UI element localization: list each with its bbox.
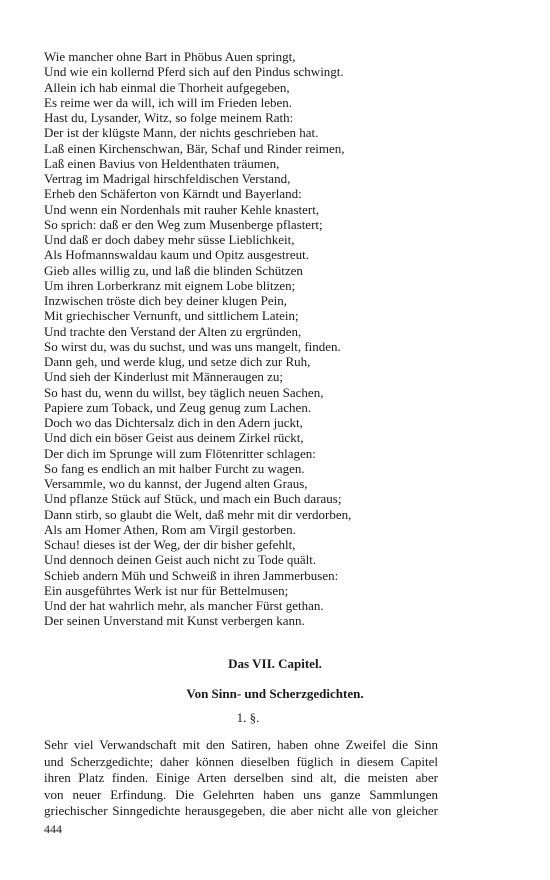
page-number: 444	[44, 822, 62, 836]
poem-line: Ein ausgeführtes Werk ist nur für Bettelmusen;	[44, 582, 289, 598]
poem-line: Versammle, wo du kannst, der Jugend alten Graus,	[44, 476, 308, 491]
poem-line: Der dich im Sprunge will zum Flötenritter schlagen:	[44, 445, 316, 461]
poem-line: Dann geh, und werde klug, und setze dich zur Ruh,	[44, 354, 311, 369]
poem-line: Schieb andern Müh und Schweiß in ihren Jammerbusen:	[44, 567, 339, 583]
poem-line: Wie mancher ohne Bart in Phöbus Auen springt,	[44, 49, 296, 64]
poem-line: Dann stirb, so glaubt die Welt, daß mehr mit dir verdorben,	[44, 506, 352, 522]
poem-line: So fang es endlich an mit halber Furcht zu wagen.	[44, 460, 305, 476]
poem-line: Gieb alles willig zu, und laß die blinden Schützen	[44, 262, 303, 278]
poem-line: Vertrag im Madrigal hirschfeldischen Verstand,	[44, 171, 291, 186]
prose-line: von neuer Erfindung. Die Gelehrten haben uns ganze Sammlungen	[44, 786, 438, 802]
poem-line: Doch wo das Dichtersalz dich in den Adern juckt,	[44, 415, 303, 430]
chapter-subtitle: Von Sinn- und Scherzgedichten.	[186, 686, 364, 701]
poem-line: So hast du, wenn du willst, bey täglich neuen Sachen,	[44, 384, 324, 400]
poem-line: Als Hofmannswaldau kaum und Opitz ausgestreut.	[44, 247, 310, 263]
poem-block	[44, 49, 464, 629]
poem-line: Als am Homer Athen, Rom am Virgil gestorben.	[44, 521, 296, 537]
poem-line: Um ihren Lorberkranz mit eignem Lobe blitzen;	[44, 277, 296, 293]
section-number: 1. §.	[236, 710, 260, 725]
prose-line: ihren Platz finden. Einige Arten derselben sind alt, die meisten aber	[44, 770, 438, 785]
poem-line: Laß einen Bavius von Heldenthaten träumen,	[44, 155, 280, 171]
poem-line: Und wenn ein Nordenhals mit rauher Kehle knastert,	[44, 201, 320, 217]
poem-line: Erheb den Schäferton von Kärndt und Bayerland:	[44, 186, 302, 202]
poem-line: Schau! dieses ist der Weg, der dir bisher gefehlt,	[44, 537, 296, 552]
poem-line: Und wie ein kollernd Pferd sich auf den Pindus schwingt.	[44, 64, 344, 80]
poem-line: Und pflanze Stück auf Stück, und mach ein Buch daraus;	[44, 491, 342, 507]
poem-line: Papiere zum Toback, und Zeug genug zum Lachen.	[44, 399, 312, 415]
prose-paragraph	[44, 737, 438, 820]
poem-line: Und sieh der Kinderlust mit Männeraugen zu;	[44, 369, 283, 385]
poem-line: Und trachte den Verstand der Alten zu ergründen,	[44, 323, 302, 339]
prose-line: griechischer Sinngedichte herausgegeben, die aber nicht alle von gleicher	[44, 803, 438, 818]
poem-line: Inzwischen tröste dich bey deiner klugen Pein,	[44, 293, 287, 308]
poem-line: Der seinen Unverstand mit Kunst verbergen kann.	[44, 613, 305, 629]
poem-line: Mit griechischer Vernunft, und sittlichem Latein;	[44, 308, 299, 324]
poem-line: Allein ich hab einmal die Thorheit aufgegeben,	[44, 79, 290, 95]
poem-line: Laß einen Kirchenschwan, Bär, Schaf und Rinder reimen,	[44, 140, 345, 156]
poem-line: Es reime wer da will, ich will im Frieden leben.	[44, 94, 293, 110]
poem-line: Hast du, Lysander, Witz, so folge meinem Rath:	[44, 110, 294, 125]
poem-line: So sprich: daß er den Weg zum Musenberge pflastert;	[44, 216, 323, 232]
prose-line: Sehr viel Verwandschaft mit den Satiren, haben ohne Zweifel die Sinn	[44, 737, 438, 752]
poem-line: So wirst du, was du suchst, und was uns mangelt, finden.	[44, 338, 341, 354]
poem-line: Und dich ein böser Geist aus deinem Zirkel rückt,	[44, 430, 304, 446]
poem-line: Der ist der klügste Mann, der nichts geschrieben hat.	[44, 125, 319, 141]
poem-line: Und daß er doch dabey mehr süsse Lieblichkeit,	[44, 232, 295, 247]
poem-line: Und dennoch deinen Geist auch nicht zu Tode quält.	[44, 552, 317, 568]
prose-line: und Scherzgedichte; daher können dieselben füglich in diesem Capitel	[44, 753, 438, 769]
chapter-title: Das VII. Capitel.	[228, 656, 322, 671]
poem-line: Und der hat wahrlich mehr, als mancher Fürst gethan.	[44, 598, 324, 613]
